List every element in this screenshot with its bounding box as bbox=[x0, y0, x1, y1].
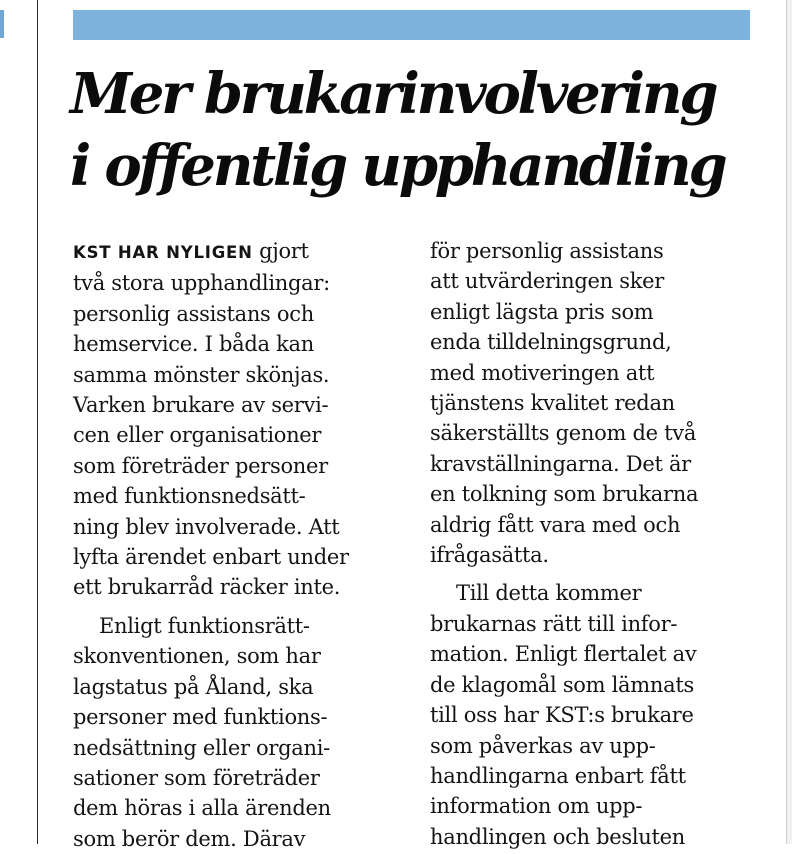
text-line-content: handlingen och besluten bbox=[430, 824, 686, 849]
text-line bbox=[73, 702, 403, 732]
text-line bbox=[73, 390, 403, 420]
text-line bbox=[430, 510, 760, 540]
text-line bbox=[73, 824, 403, 854]
text-line bbox=[430, 670, 760, 700]
text-line bbox=[430, 578, 760, 608]
headline-line: i offentlig upphandling bbox=[70, 133, 725, 199]
left-page-accent-strip bbox=[0, 10, 4, 38]
text-line bbox=[430, 418, 760, 448]
text-line-content: en tolkning som brukarna bbox=[430, 482, 699, 507]
text-line-content: att utvärderingen sker bbox=[430, 269, 665, 294]
text-line bbox=[430, 449, 760, 479]
paragraph-gap bbox=[73, 603, 403, 611]
text-line bbox=[73, 611, 403, 641]
text-line bbox=[430, 731, 760, 761]
text-line bbox=[430, 358, 760, 388]
article-headline bbox=[70, 58, 760, 202]
text-line-content: brukarnas rätt till infor- bbox=[430, 611, 678, 636]
text-line-content: två stora upphandlingar: bbox=[73, 271, 330, 296]
text-line-content: säkerställts genom de två bbox=[430, 421, 697, 446]
text-line bbox=[73, 299, 403, 329]
text-line-content: sationer som företräder bbox=[73, 765, 320, 790]
text-line bbox=[430, 297, 760, 327]
text-line-content: personlig assistans och bbox=[73, 301, 314, 326]
text-line-content: lyfta ärendet enbart under bbox=[73, 545, 349, 570]
text-line bbox=[73, 481, 403, 511]
text-line bbox=[73, 672, 403, 702]
text-line-content: samma mönster skönjas. bbox=[73, 362, 330, 387]
text-line-content: skonventionen, som har bbox=[73, 644, 321, 669]
text-line-content: personer med funktions- bbox=[73, 705, 328, 730]
text-line-content: nedsättning eller organi- bbox=[73, 735, 330, 760]
text-line-content: med funktionsnedsätt- bbox=[73, 484, 306, 509]
text-line-content: kravställningarna. Det är bbox=[430, 451, 691, 476]
text-line bbox=[430, 700, 760, 730]
text-line-content: som påverkas av upp- bbox=[430, 733, 656, 758]
section-color-bar bbox=[73, 10, 750, 40]
text-line-content: med motiveringen att bbox=[430, 360, 655, 385]
text-line-content: som företräder personer bbox=[73, 453, 328, 478]
text-line bbox=[430, 266, 760, 296]
article-column-left bbox=[73, 236, 403, 854]
text-line bbox=[73, 763, 403, 793]
text-line bbox=[73, 451, 403, 481]
text-line-content: dem höras i alla ärenden bbox=[73, 796, 331, 821]
text-line bbox=[73, 420, 403, 450]
paragraph-gap bbox=[430, 570, 760, 578]
text-line bbox=[430, 761, 760, 791]
text-line bbox=[430, 822, 760, 852]
text-line-content: cen eller organisationer bbox=[73, 423, 322, 448]
headline-line: Mer brukarinvolvering bbox=[70, 61, 716, 127]
article-column-right bbox=[430, 236, 760, 852]
text-line-content: hemservice. I båda kan bbox=[73, 332, 314, 357]
text-line bbox=[73, 236, 403, 268]
text-line-content: till oss har KST:s brukare bbox=[430, 703, 694, 728]
text-line-content: som berör dem. Därav bbox=[73, 826, 306, 851]
text-line bbox=[73, 329, 403, 359]
text-line-content: ett brukarråd räcker inte. bbox=[73, 575, 341, 600]
text-line-content: enligt lägsta pris som bbox=[430, 299, 654, 324]
text-line bbox=[430, 479, 760, 509]
text-line bbox=[73, 641, 403, 671]
column-divider-rule bbox=[37, 0, 38, 844]
text-line-content: ifrågasätta. bbox=[430, 543, 549, 568]
page-right-edge bbox=[786, 0, 792, 844]
text-line-content: tjänstens kvalitet redan bbox=[430, 391, 675, 416]
text-line-content: gjort bbox=[252, 239, 309, 263]
text-line-content: enda tilldelningsgrund, bbox=[430, 330, 672, 355]
text-line bbox=[73, 572, 403, 602]
text-line-content: Varken brukare av servi- bbox=[73, 393, 329, 418]
text-line-content: handlingarna enbart fått bbox=[430, 763, 686, 788]
text-line bbox=[430, 609, 760, 639]
text-line-content: Enligt funktionsrätt- bbox=[99, 613, 310, 638]
text-line-content: information om upp- bbox=[430, 794, 643, 819]
text-line-content: de klagomål som lämnats bbox=[430, 672, 694, 697]
text-line bbox=[73, 733, 403, 763]
text-line bbox=[73, 268, 403, 298]
text-line-content: Till detta kommer bbox=[456, 581, 642, 606]
text-line bbox=[73, 793, 403, 823]
text-line bbox=[430, 791, 760, 821]
text-line-content: aldrig fått vara med och bbox=[430, 512, 681, 537]
text-line bbox=[73, 512, 403, 542]
text-line-content: för personlig assistans bbox=[430, 239, 664, 263]
text-line bbox=[73, 360, 403, 390]
text-line bbox=[430, 327, 760, 357]
text-line bbox=[73, 542, 403, 572]
text-line bbox=[430, 236, 760, 266]
text-line bbox=[430, 388, 760, 418]
text-line bbox=[430, 639, 760, 669]
lead-in-text: KST HAR NYLIGEN bbox=[73, 243, 253, 262]
text-line-content: mation. Enligt flertalet av bbox=[430, 642, 697, 667]
text-line-content: lagstatus på Åland, ska bbox=[73, 674, 314, 699]
text-line bbox=[430, 540, 760, 570]
text-line-content: ning blev involverade. Att bbox=[73, 514, 340, 539]
